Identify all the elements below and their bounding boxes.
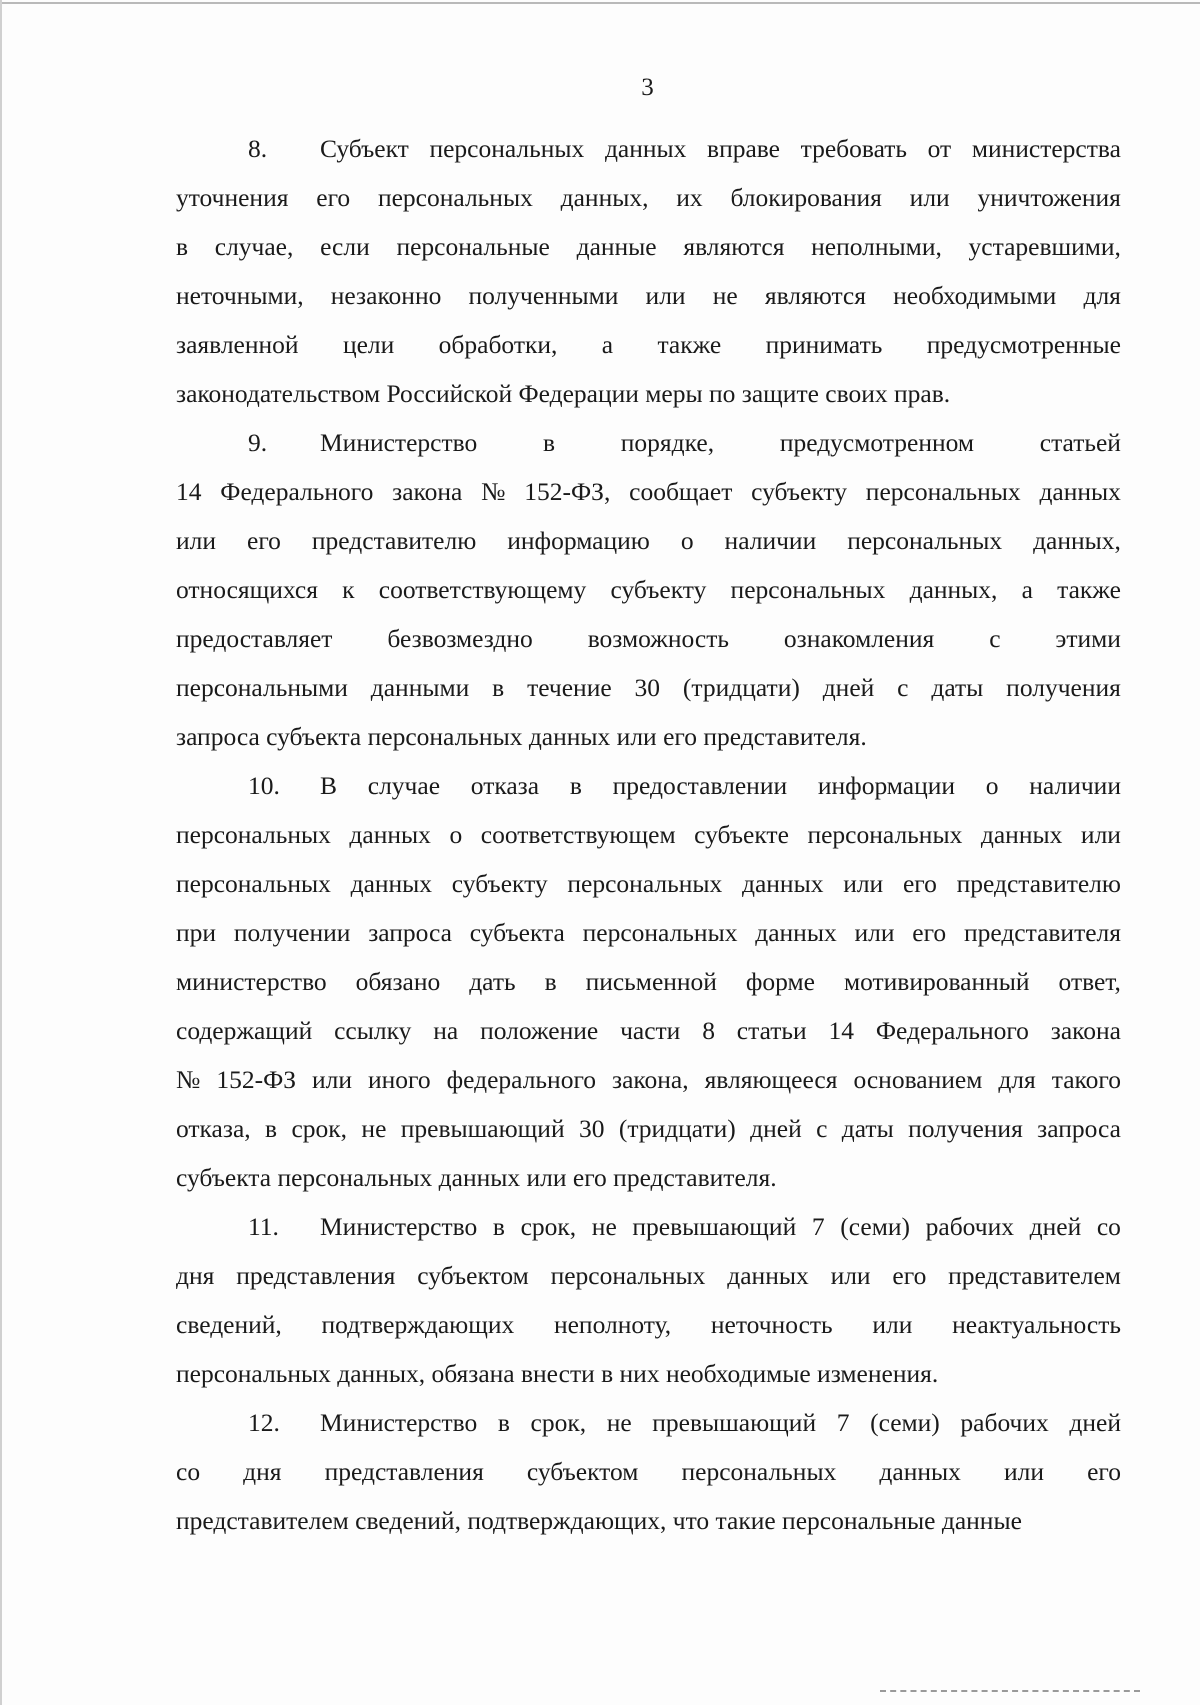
paragraph-10: [176, 761, 1121, 1202]
paragraph-number: 11.: [248, 1212, 279, 1241]
text-line: или его представителю информацию о наличии персональных данных,: [176, 526, 1121, 555]
scan-artifact-bottom: [880, 1690, 1140, 1695]
text-line: № 152-ФЗ или иного федерального закона, являющееся основанием для такого: [176, 1065, 1121, 1094]
text-line: со дня представления субъектом персональных данных или его: [176, 1457, 1121, 1486]
document-body: [176, 124, 1121, 1545]
text-line: содержащий ссылку на положение части 8 статьи 14 Федерального закона: [176, 1016, 1121, 1045]
text-line: относящихся к соответствующему субъекту персональных данных, а также: [176, 575, 1121, 604]
text-line: 10. В случае отказа в предоставлении информации о наличии: [176, 761, 1121, 810]
text-line: представителем сведений, подтверждающих, что такие персональные данные: [176, 1506, 1022, 1535]
paragraph-number: 8.: [248, 134, 268, 163]
text-line: сведений, подтверждающих неполноту, неточность или неактуальность: [176, 1310, 1121, 1339]
scan-edge-left: [0, 0, 2, 1705]
text-line: персональных данных, обязана внести в них необходимые изменения.: [176, 1359, 939, 1388]
text-line: 8. Субъект персональных данных вправе требовать от министерства: [176, 124, 1121, 173]
text-line: в случае, если персональные данные являются неполными, устаревшими,: [176, 232, 1121, 261]
text-line: неточными, незаконно полученными или не являются необходимыми для: [176, 281, 1121, 310]
text-line: персональных данных о соответствующем субъекте персональных данных или: [176, 820, 1121, 849]
scan-edge-top: [0, 2, 1200, 4]
paragraph-12: [176, 1398, 1121, 1545]
text-line: предоставляет безвозмездно возможность ознакомления с этими: [176, 624, 1121, 653]
text-line: 11. Министерство в срок, не превышающий 7 (семи) рабочих дней со: [176, 1202, 1121, 1251]
text-line: заявленной цели обработки, а также принимать предусмотренные: [176, 330, 1121, 359]
text-line: персональными данными в течение 30 (тридцати) дней с даты получения: [176, 673, 1121, 702]
text-line: при получении запроса субъекта персональных данных или его представителя: [176, 918, 1121, 947]
paragraph-number: 9.: [248, 428, 268, 457]
text-line: персональных данных субъекту персональных данных или его представителю: [176, 869, 1121, 898]
text-line: субъекта персональных данных или его представителя.: [176, 1163, 777, 1192]
paragraph-9: [176, 418, 1121, 761]
paragraph-8: [176, 124, 1121, 418]
paragraph-11: [176, 1202, 1121, 1398]
page-number: 3: [641, 74, 654, 101]
text-line: законодательством Российской Федерации меры по защите своих прав.: [176, 379, 951, 408]
paragraph-number: 10.: [248, 771, 280, 800]
text-line: отказа, в срок, не превышающий 30 (тридцати) дней с даты получения запроса: [176, 1114, 1121, 1143]
text-line: министерство обязано дать в письменной форме мотивированный ответ,: [176, 967, 1121, 996]
text-line: уточнения его персональных данных, их блокирования или уничтожения: [176, 183, 1121, 212]
text-line: дня представления субъектом персональных данных или его представителем: [176, 1261, 1121, 1290]
text-line: 12. Министерство в срок, не превышающий 7 (семи) рабочих дней: [176, 1398, 1121, 1447]
text-line: запроса субъекта персональных данных или его представителя.: [176, 722, 867, 751]
text-line: 9. Министерство в порядке, предусмотренном статьей: [176, 418, 1121, 467]
text-line: 14 Федерального закона № 152-ФЗ, сообщает субъекту персональных данных: [176, 477, 1121, 506]
paragraph-number: 12.: [248, 1408, 280, 1437]
